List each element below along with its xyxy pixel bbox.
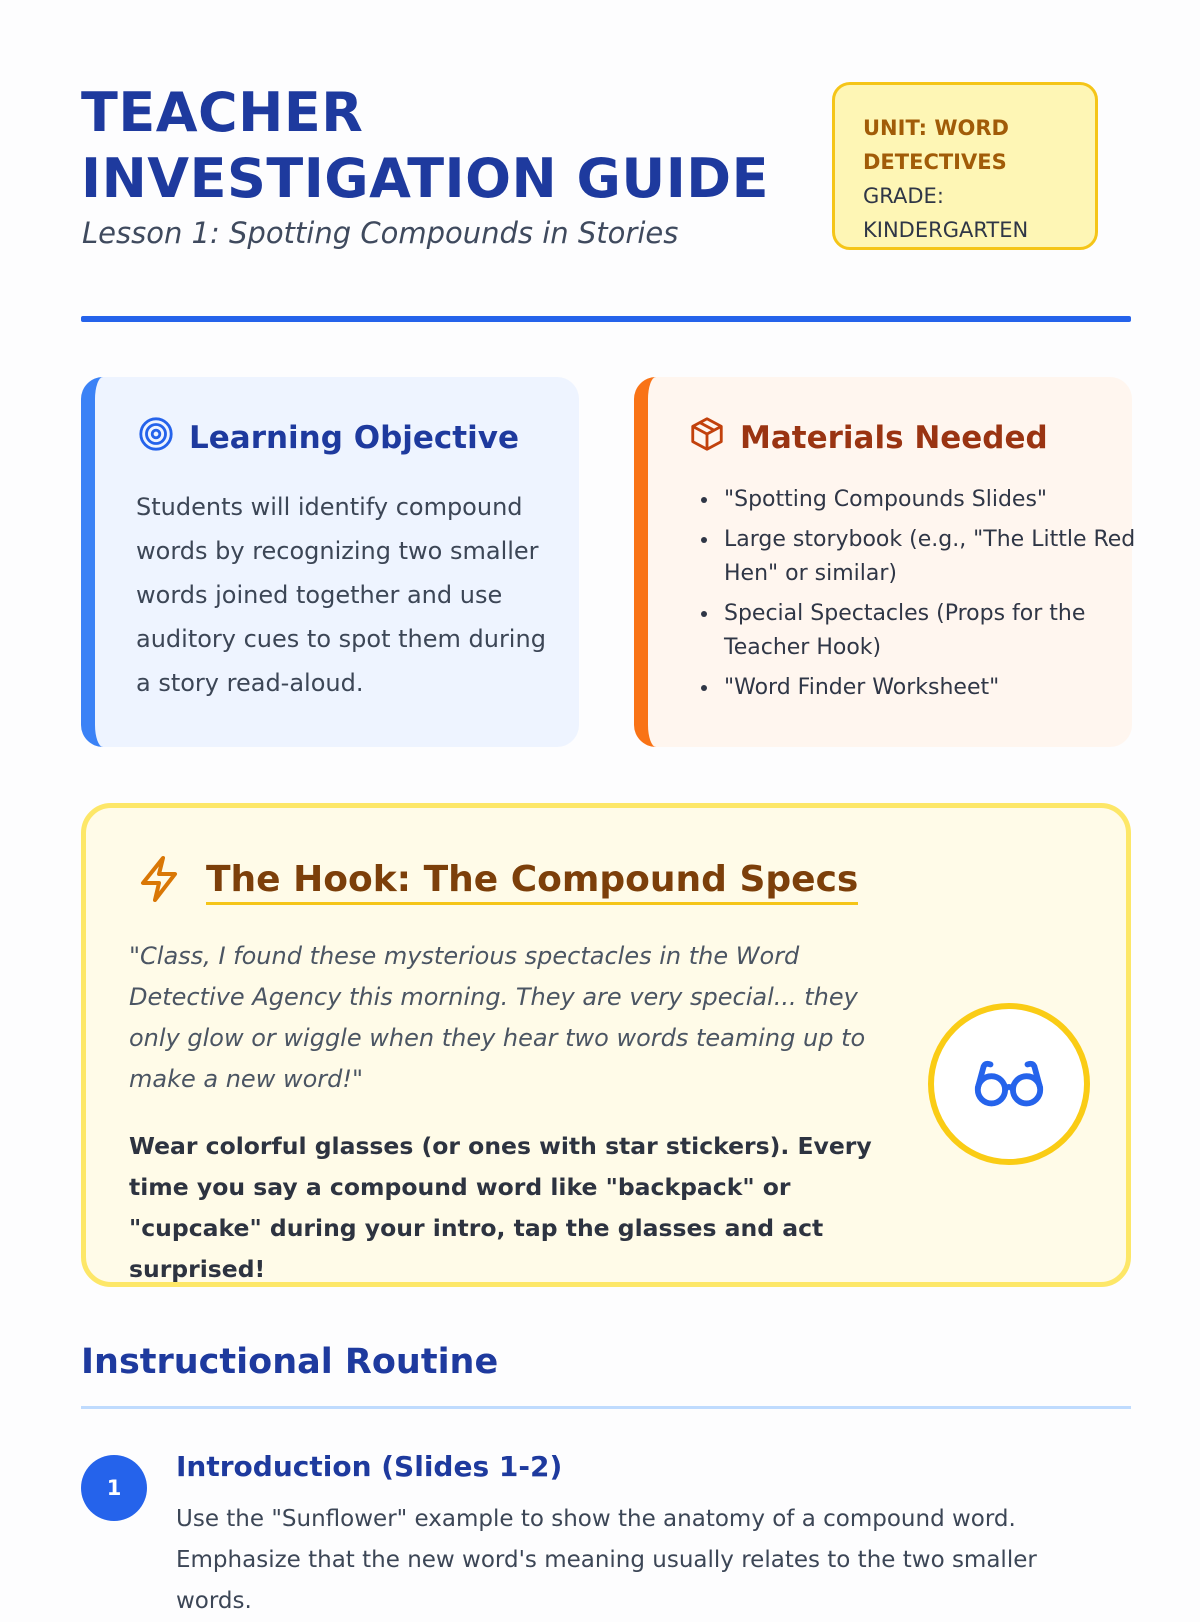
learning-objective-text: Students will identify compound words by recognizing two smaller words joined together and use auditory cues to spot them during a story read-aloud. [136,493,546,697]
lesson-subtitle: Lesson 1: Spotting Compounds in Stories [82,216,679,250]
unit-label: UNIT: WORD DETECTIVES [863,116,1009,174]
instructional-routine-heading: Instructional Routine [81,1342,499,1382]
grade-label: GRADE: KINDERGARTEN [863,184,1029,242]
teacher-guide-page [81,0,1136,1614]
hook-heading [134,854,858,910]
step-text: Use the "Sunflower" example to show the anatomy of a compound word. Emphasize that the new word's meaning usually relates to the two smaller words. [176,1506,1037,1614]
materials-needed-card [634,377,1136,747]
learning-objective-heading [137,415,519,461]
hook-card [81,803,1131,1287]
materials-list [688,483,1140,711]
materials-item: • "Word Finder Worksheet" [720,671,1140,705]
hook-instructions: Wear colorful glasses (or ones with star stickers). Every time you say a compound word like "backpack" or "cupcake" during your intro, tap the glasses and act surprised! [129,1132,872,1283]
hook-title: The Hook: The Compound Specs [206,859,858,905]
learning-objective-title: Learning Objective [189,420,519,456]
header-divider [81,316,1131,322]
materials-item: • Special Spectacles (Props for the Teacher Hook) [720,597,1140,665]
page-title: TEACHER INVESTIGATION GUIDE [81,81,770,210]
routine-divider [81,1406,1131,1409]
unit-grade-box [832,82,1098,250]
lightning-icon [134,854,184,910]
target-icon [137,415,175,461]
materials-item: • "Spotting Compounds Slides" [720,483,1140,517]
learning-objective-card [81,377,579,747]
guide-header [81,80,1131,280]
materials-item: • Large storybook (e.g., "The Little Red Hen" or similar) [720,523,1140,591]
glasses-badge [928,1003,1090,1165]
materials-needed-title: Materials Needed [740,420,1048,456]
box-icon [688,415,726,461]
materials-needed-heading [688,415,1048,461]
glasses-icon [970,1043,1048,1125]
step-number-badge: 1 [81,1455,147,1521]
step-title: Introduction (Slides 1-2) [176,1450,563,1483]
hook-quote: "Class, I found these mysterious spectacles in the Word Detective Agency this morning. They are very special... they only glow or wiggle when they hear two words teaming up to make a new word!" [129,942,866,1093]
